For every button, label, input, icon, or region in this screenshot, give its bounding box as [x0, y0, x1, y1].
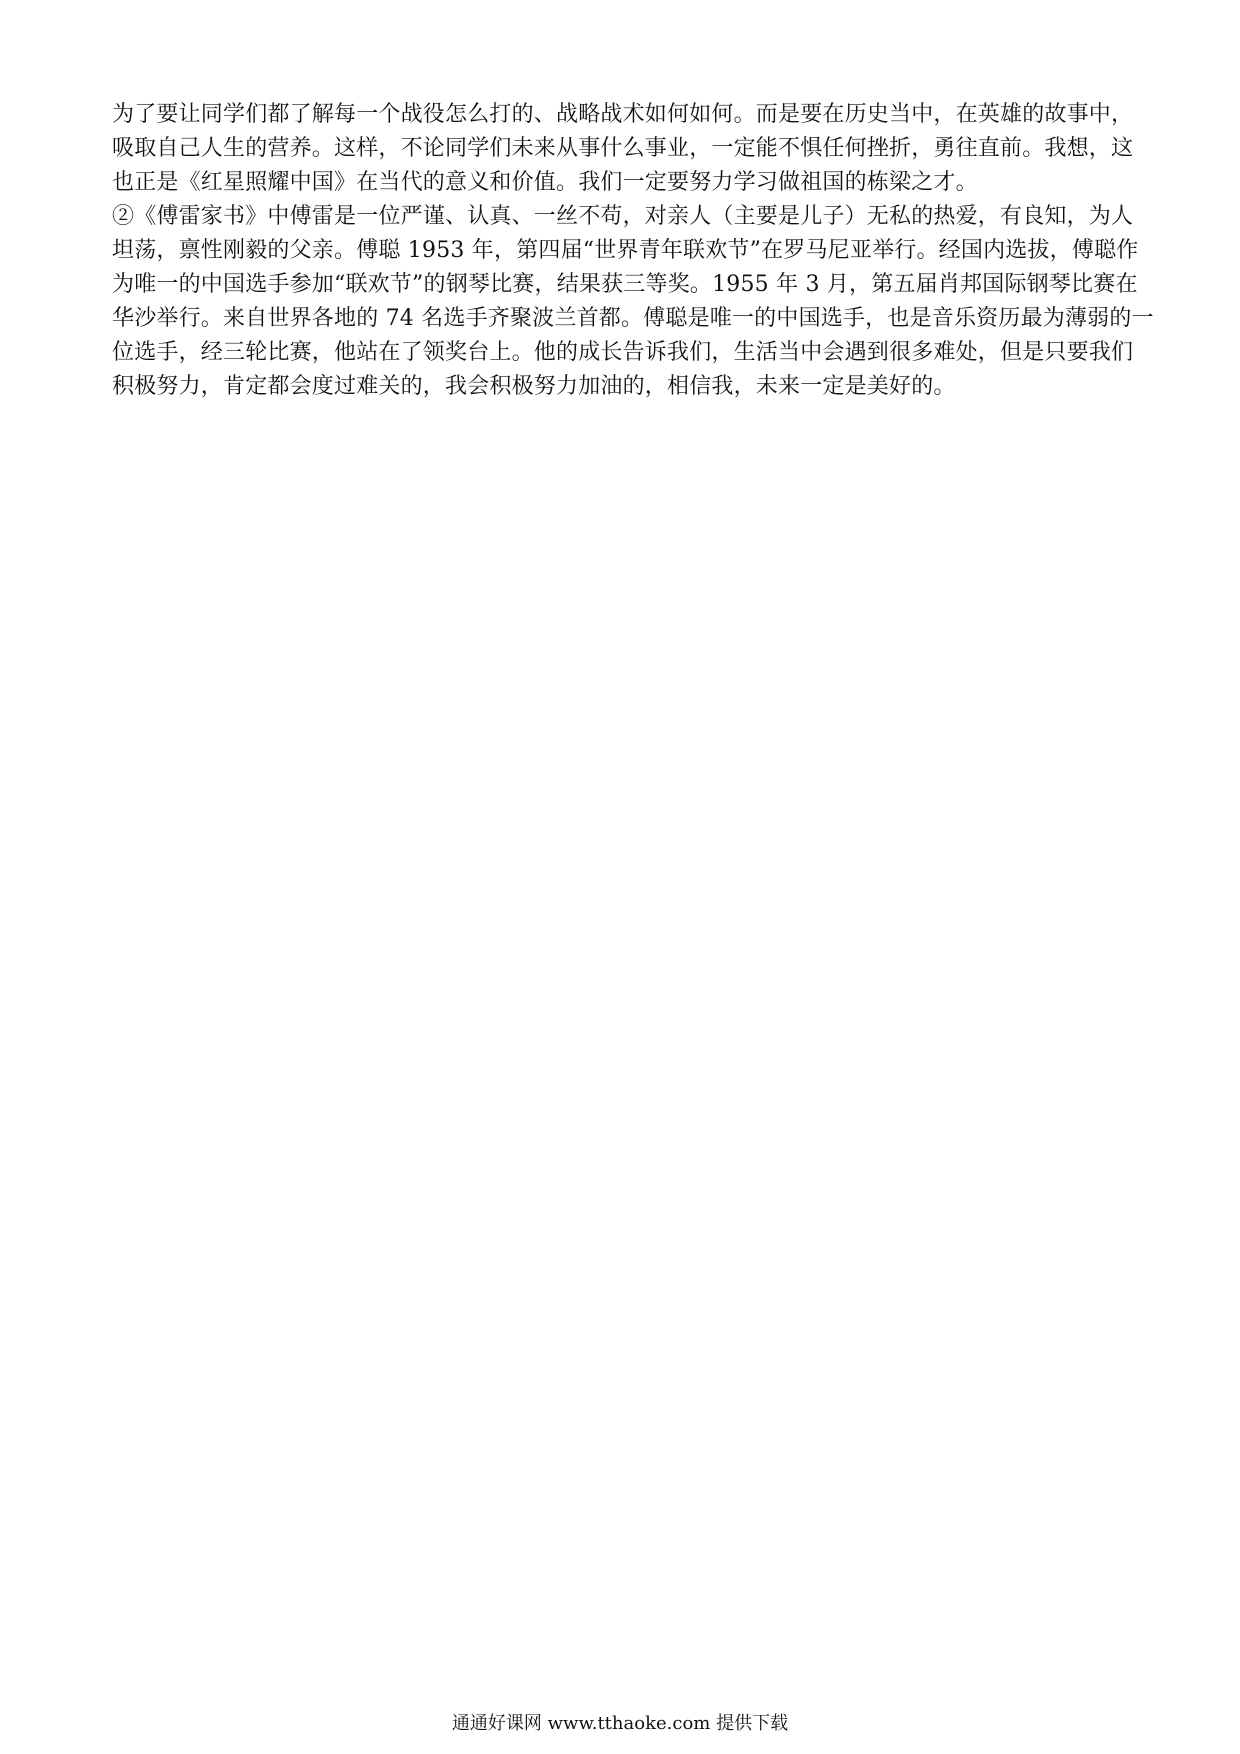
text-line: 坦荡，禀性刚毅的父亲。傅聪 1953 年，第四届“世界青年联欢节”在罗马尼亚举行。经国内选拔，傅聪作: [112, 238, 1139, 263]
text-line: 位选手，经三轮比赛，他站在了领奖台上。他的成长告诉我们，生活当中会遇到很多难处，但是只要我们: [112, 340, 1134, 365]
text-line: ②《傅雷家书》中傅雷是一位严谨、认真、一丝不苟，对亲人（主要是儿子）无私的热爱，有良知，为人: [112, 204, 1134, 229]
page-footer: 通通好课网 www.tthaoke.com 提供下载: [451, 1713, 789, 1734]
text-line: 为了要让同学们都了解每一个战役怎么打的、战略战术如何如何。而是要在历史当中，在英雄的故事中，: [112, 102, 1134, 127]
text-line: 吸取自己人生的营养。这样，不论同学们未来从事什么事业，一定能不惧任何挫折，勇往直前。我想，这: [112, 136, 1134, 161]
text-line: 也正是《红星照耀中国》在当代的意义和价值。我们一定要努力学习做祖国的栋梁之才。: [112, 170, 978, 195]
text-line: 为唯一的中国选手参加“联欢节”的钢琴比赛，结果获三等奖。1955 年 3 月，第五届肖邦国际钢琴比赛在: [112, 272, 1138, 297]
document-body: [112, 98, 1154, 404]
text-line: 积极努力，肯定都会度过难关的，我会积极努力加油的，相信我，未来一定是美好的。: [112, 374, 956, 399]
text-line: 华沙举行。来自世界各地的 74 名选手齐聚波兰首都。傅聪是唯一的中国选手，也是音乐资历最为薄弱的一: [112, 306, 1154, 331]
